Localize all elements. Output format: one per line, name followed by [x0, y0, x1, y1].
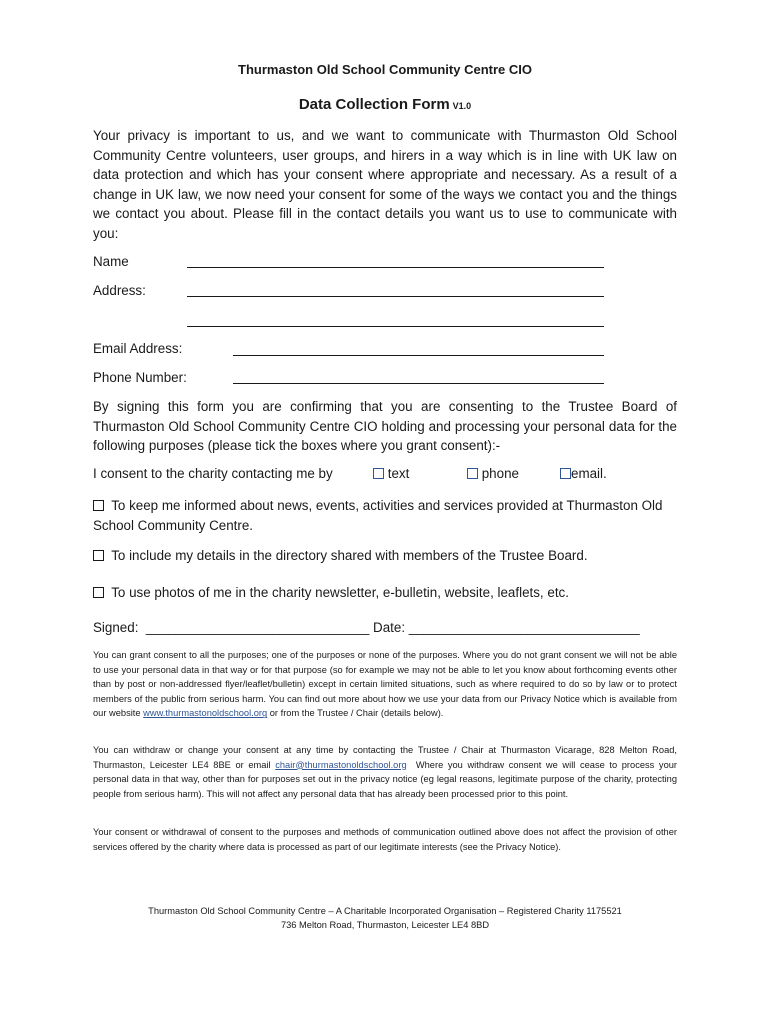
email-field[interactable] [233, 355, 604, 356]
signature-row [93, 620, 640, 635]
address-label: Address: [93, 283, 146, 298]
form-title [0, 96, 770, 113]
address-field-line-2[interactable] [187, 326, 604, 327]
note-1-text: You can grant consent to all the purposes; one of the purposes or none of the purposes. Where you do not grant consent we will not be able to use your personal data in that way or for that purpose (so for example we may not be able to let you know about forthcoming events other than by post or non-addressed flyer/leaflet/bulletin) except in certain limited situations, such as where required to do so by law or to protect members of the public from serious harm. You can find out more about how we use your data from our Privacy Notice which is available from our website [93, 650, 677, 719]
signed-label: Signed: [93, 620, 139, 635]
intro-paragraph: Your privacy is important to us, and we want to communicate with Thurmaston Old School Community Centre volunteers, user groups, and hirers in a way which is in line with UK law on data protection and which has your consent where appropriate and necessary. As a result of a change in UK law, we now need your consent for some of the ways we contact you and the things we contact you about. Please fill in the contact details you want us to use to communicate with you: [93, 128, 677, 241]
checkbox-photos[interactable] [93, 587, 104, 598]
purpose-photos-text: To use photos of me in the charity newsletter, e-bulletin, website, leaflets, etc. [111, 585, 569, 600]
chair-email-link[interactable]: chair@thurmastonoldschool.org [275, 759, 407, 770]
contact-option-text[interactable] [373, 466, 409, 481]
note-withdraw-consent [93, 743, 677, 801]
purpose-photos [93, 583, 677, 603]
org-title: Thurmaston Old School Community Centre CIO [238, 62, 532, 77]
date-label: Date: [373, 620, 406, 635]
purpose-directory-text: To include my details in the directory shared with members of the Trustee Board. [111, 548, 588, 563]
note-2-text: You can withdraw or change your consent at any time by contacting the Trustee / Chair at Thurmaston Vicarage, 828 Melton Road, Thurmaston, Leicester LE4 8BE or email [93, 745, 677, 770]
contact-option-email[interactable] [560, 466, 607, 481]
checkbox-text[interactable] [373, 468, 384, 479]
note-2-tail: Where you withdraw consent we will cease to process your personal data in that way, other than for purposes set out in the privacy notice (eg legal reasons, legitimate purpose of the charity, protecting people from serious harm). This will not affect any personal data that has already been processed prior to this point. [93, 759, 678, 799]
option-email-label: email. [571, 466, 607, 481]
footer [0, 904, 770, 932]
consent-intro-paragraph: By signing this form you are confirming that you are consenting to the Trustee Board of Thurmaston Old School Community Centre CIO holding and processing your personal data for the following purposes (please tick the boxes where you grant consent):- [93, 399, 677, 454]
form-title-text: Data Collection Form [298, 96, 450, 113]
note-legitimate-interests: Your consent or withdrawal of consent to the purposes and methods of communication outlined above does not affect the provision of other services offered by the charity where data is processed as part of our legitimate interests (see the Privacy Notice). [93, 827, 677, 852]
name-label: Name [93, 254, 129, 269]
address-field-line-1[interactable] [187, 296, 604, 297]
date-field[interactable]: _______________________________ [408, 620, 640, 635]
note-1-tail: or from the Trustee / Chair (details below). [269, 708, 444, 719]
phone-field[interactable] [233, 383, 604, 384]
email-label: Email Address: [93, 341, 183, 356]
signature-field[interactable]: ______________________________ [145, 620, 370, 635]
note-consent-options [93, 648, 677, 721]
footer-line-2: 736 Melton Road, Thurmaston, Leicester LE4 8BD [280, 920, 490, 930]
form-version: V1.0 [452, 101, 472, 111]
purpose-news-text: To keep me informed about news, events, activities and services provided at Thurmaston Old School Community Centre. [93, 498, 663, 533]
purpose-directory [93, 546, 677, 566]
purpose-news [93, 496, 677, 535]
option-text-label: text [387, 466, 410, 481]
checkbox-directory[interactable] [93, 550, 104, 561]
option-phone-label: phone [481, 466, 519, 481]
checkbox-email[interactable] [560, 468, 571, 479]
website-link[interactable]: www.thurmastonoldschool.org [143, 708, 268, 719]
contact-consent-label: I consent to the charity contacting me by [93, 466, 333, 481]
phone-label: Phone Number: [93, 370, 187, 385]
checkbox-news[interactable] [93, 500, 104, 511]
checkbox-phone[interactable] [467, 468, 478, 479]
name-field[interactable] [187, 267, 604, 268]
footer-line-1: Thurmaston Old School Community Centre – A Charitable Incorporated Organisation – Registered Charity 1175521 [148, 906, 622, 916]
contact-option-phone[interactable] [467, 466, 519, 481]
